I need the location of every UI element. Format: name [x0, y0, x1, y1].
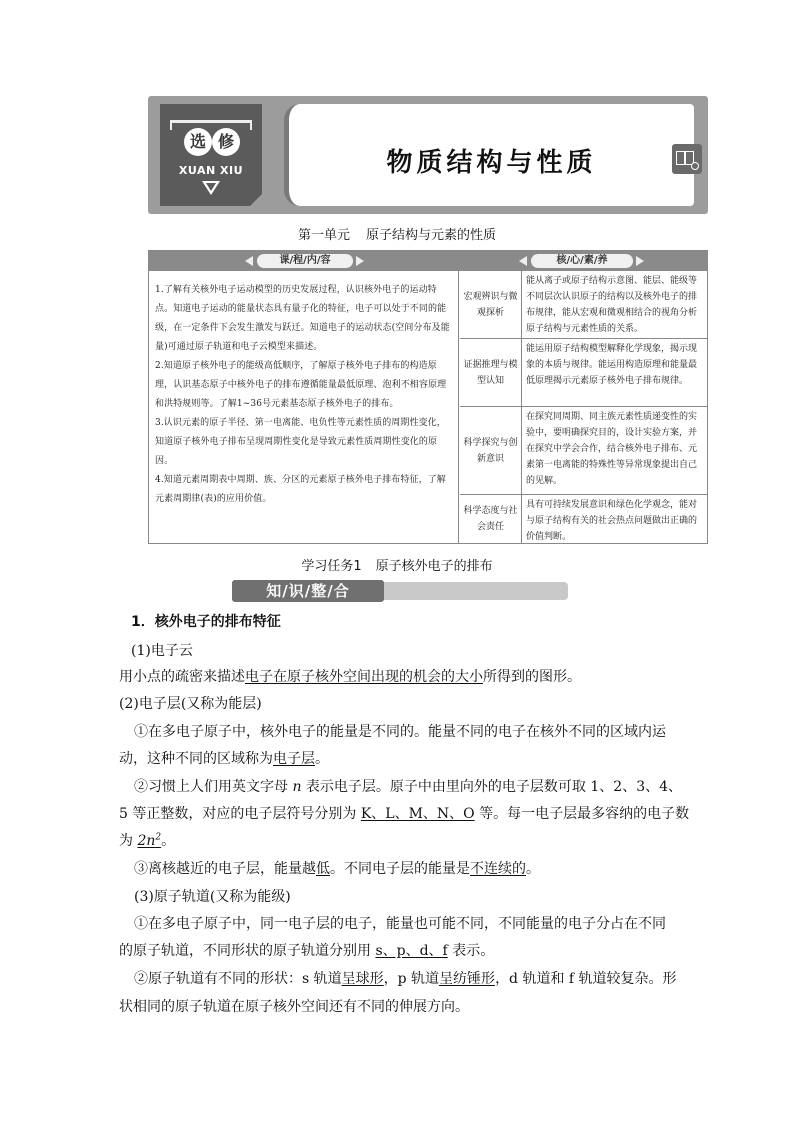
literacy-description: 能从离子或原子结构示意图、能层、能级等不同层次认识原子的结构以及核外电子的排布规律，能从宏观和微观相结合的视角分析原子结构与元素性质的关系。	[526, 276, 698, 334]
subsection-title: (3)原子轨道(又称为能级)	[134, 889, 291, 905]
literacy-category: 科学探究与创新意识	[460, 407, 522, 494]
unit-heading	[0, 224, 794, 243]
answer-underline: K、L、M、N、O	[360, 806, 475, 822]
badge-char-2: 修	[212, 128, 240, 156]
answer-underline: 电子在原子核外空间出现的机会的大小	[245, 669, 483, 685]
paragraph: ①在多电子原子中，同一电子层的电子，能量也可能不同，不同能量的电子分占在不同	[134, 916, 666, 932]
paragraph: 为 $2n^2$。	[119, 832, 176, 849]
table-header	[149, 251, 707, 271]
book-search-icon	[672, 144, 702, 174]
paragraph: 的原子轨道，不同形状的原子轨道分别用 s、p、d、f 表示。	[119, 943, 495, 959]
curriculum-item: 4.知道元素周期表中周期、族、分区的元素原子核外电子排布特征，了解元素周期律(表)的应用价值。	[155, 475, 446, 504]
arrow-right-icon	[636, 256, 644, 266]
badge-hook-left	[170, 120, 175, 130]
literacy-category: 证据推理与模型认知	[460, 339, 522, 406]
literacy-header: 核/心/素/养	[531, 254, 633, 268]
curriculum-table	[148, 250, 708, 544]
elective-badge	[160, 104, 262, 206]
badge-char-1: 选	[184, 128, 212, 156]
literacy-row	[460, 495, 707, 543]
answer-underline: 低	[316, 861, 330, 877]
paragraph: 动，这种不同的区域称为电子层。	[119, 751, 329, 767]
task-number: 学习任务1	[301, 559, 362, 574]
paragraph: 5 等正整数，对应的电子层符号分别为 K、L、M、N、O 等。每一电子层最多容纳的电子数	[119, 806, 690, 822]
curriculum-item: 1.了解有关核外电子运动模型的历史发展过程，认识核外电子的运动特点。知道电子运动的能量状态具有量子化的特征，电子可以处于不同的能级，在一定条件下会发生激发与跃迁。知道电子的运动状态(空间分布及能量)可通过原子轨道和电子云模型来描述。	[155, 285, 450, 352]
unit-number: 第一单元	[297, 228, 350, 243]
paragraph: ③离核越近的电子层，能量越低。不同电子层的能量是不连续的。	[134, 861, 540, 877]
curriculum-column	[149, 271, 459, 543]
answer-underline: 电子层	[273, 751, 315, 767]
literacy-row	[460, 271, 707, 339]
literacy-description: 具有可持续发展意识和绿色化学观念，能对与原子结构有关的社会热点问题做出正确的价值判断。	[526, 500, 698, 542]
paragraph: 用小点的疏密来描述电子在原子核外空间出现的机会的大小所得到的图形。	[119, 669, 581, 685]
subsection-title: (1)电子云	[131, 643, 193, 659]
badge-ribbon	[170, 120, 252, 123]
curriculum-item: 2.知道原子核外电子的能级高低顺序，了解原子核外电子排布的构造原理，认识基态原子中核外电子的排布遵循能量最低原理、泡利不相容原理和洪特规则等。了解1~36号元素基态原子核外电子的排布。	[155, 361, 447, 409]
knowledge-bar	[232, 582, 568, 600]
answer-underline: 呈纺锤形	[439, 971, 496, 987]
paragraph: ①在多电子原子中，核外电子的能量是不同的。能量不同的电子在核外不同的区域内运	[134, 724, 666, 740]
literacy-row	[460, 339, 707, 407]
literacy-column	[460, 271, 707, 543]
knowledge-label: 知/识/整/合	[232, 580, 384, 602]
chapter-banner	[148, 96, 708, 214]
section-heading: 1．核外电子的排布特征	[131, 614, 281, 630]
paragraph: 状相同的原子轨道在原子核外空间还有不同的伸展方向。	[119, 999, 469, 1015]
banner-title-panel	[284, 104, 694, 206]
badge-hook-right	[247, 120, 252, 130]
literacy-description: 能运用原子结构模型解释化学现象，揭示现象的本质与规律。能运用构造原理和能量最低原理揭示元素原子核外电子排布规律。	[526, 344, 698, 386]
literacy-description: 在探究同周期、同主族元素性质递变性的实验中，要明确探究目的，设计实验方案，并在探究中学会合作，结合核外电子排布、元素第一电离能的特殊性等异常现象提出自己的见解。	[526, 412, 698, 486]
curriculum-item: 3.认识元素的原子半径、第一电离能、电负性等元素性质的周期性变化，知道原子核外电子排布呈现周期性变化是导致元素性质周期性变化的原因。	[155, 418, 446, 466]
chapter-title: 物质结构与性质	[386, 148, 597, 178]
literacy-row	[460, 407, 707, 495]
curriculum-header: 课/程/内/容	[257, 254, 353, 268]
arrow-left-icon	[245, 256, 253, 266]
answer-underline: 呈球形	[341, 971, 384, 987]
badge-fold	[249, 193, 263, 207]
answer-underline: s、p、d、f	[375, 943, 448, 959]
answer-underline: $2n^2$	[137, 832, 162, 849]
task-heading	[0, 555, 794, 574]
unit-name: 原子结构与元素的性质	[366, 228, 497, 243]
paragraph: ②原子轨道有不同的形状：s 轨道呈球形，p 轨道呈纺锤形，d 轨道和 f 轨道较复杂。形	[134, 971, 677, 987]
arrow-right-icon	[356, 256, 364, 266]
literacy-category: 宏观辨识与微观探析	[460, 271, 522, 338]
literacy-category: 科学态度与社会责任	[460, 495, 522, 543]
badge-pinyin: XUAN XIU	[178, 164, 244, 177]
paragraph: ②习惯上人们用英文字母 n 表示电子层。原子中由里向外的电子层数可取 1、2、3、4、	[134, 779, 683, 795]
arrow-left-icon	[519, 256, 527, 266]
answer-underline: 不连续的	[470, 861, 526, 877]
task-name: 原子核外电子的排布	[375, 559, 493, 574]
subsection-title: (2)电子层(又称为能层)	[119, 696, 262, 712]
